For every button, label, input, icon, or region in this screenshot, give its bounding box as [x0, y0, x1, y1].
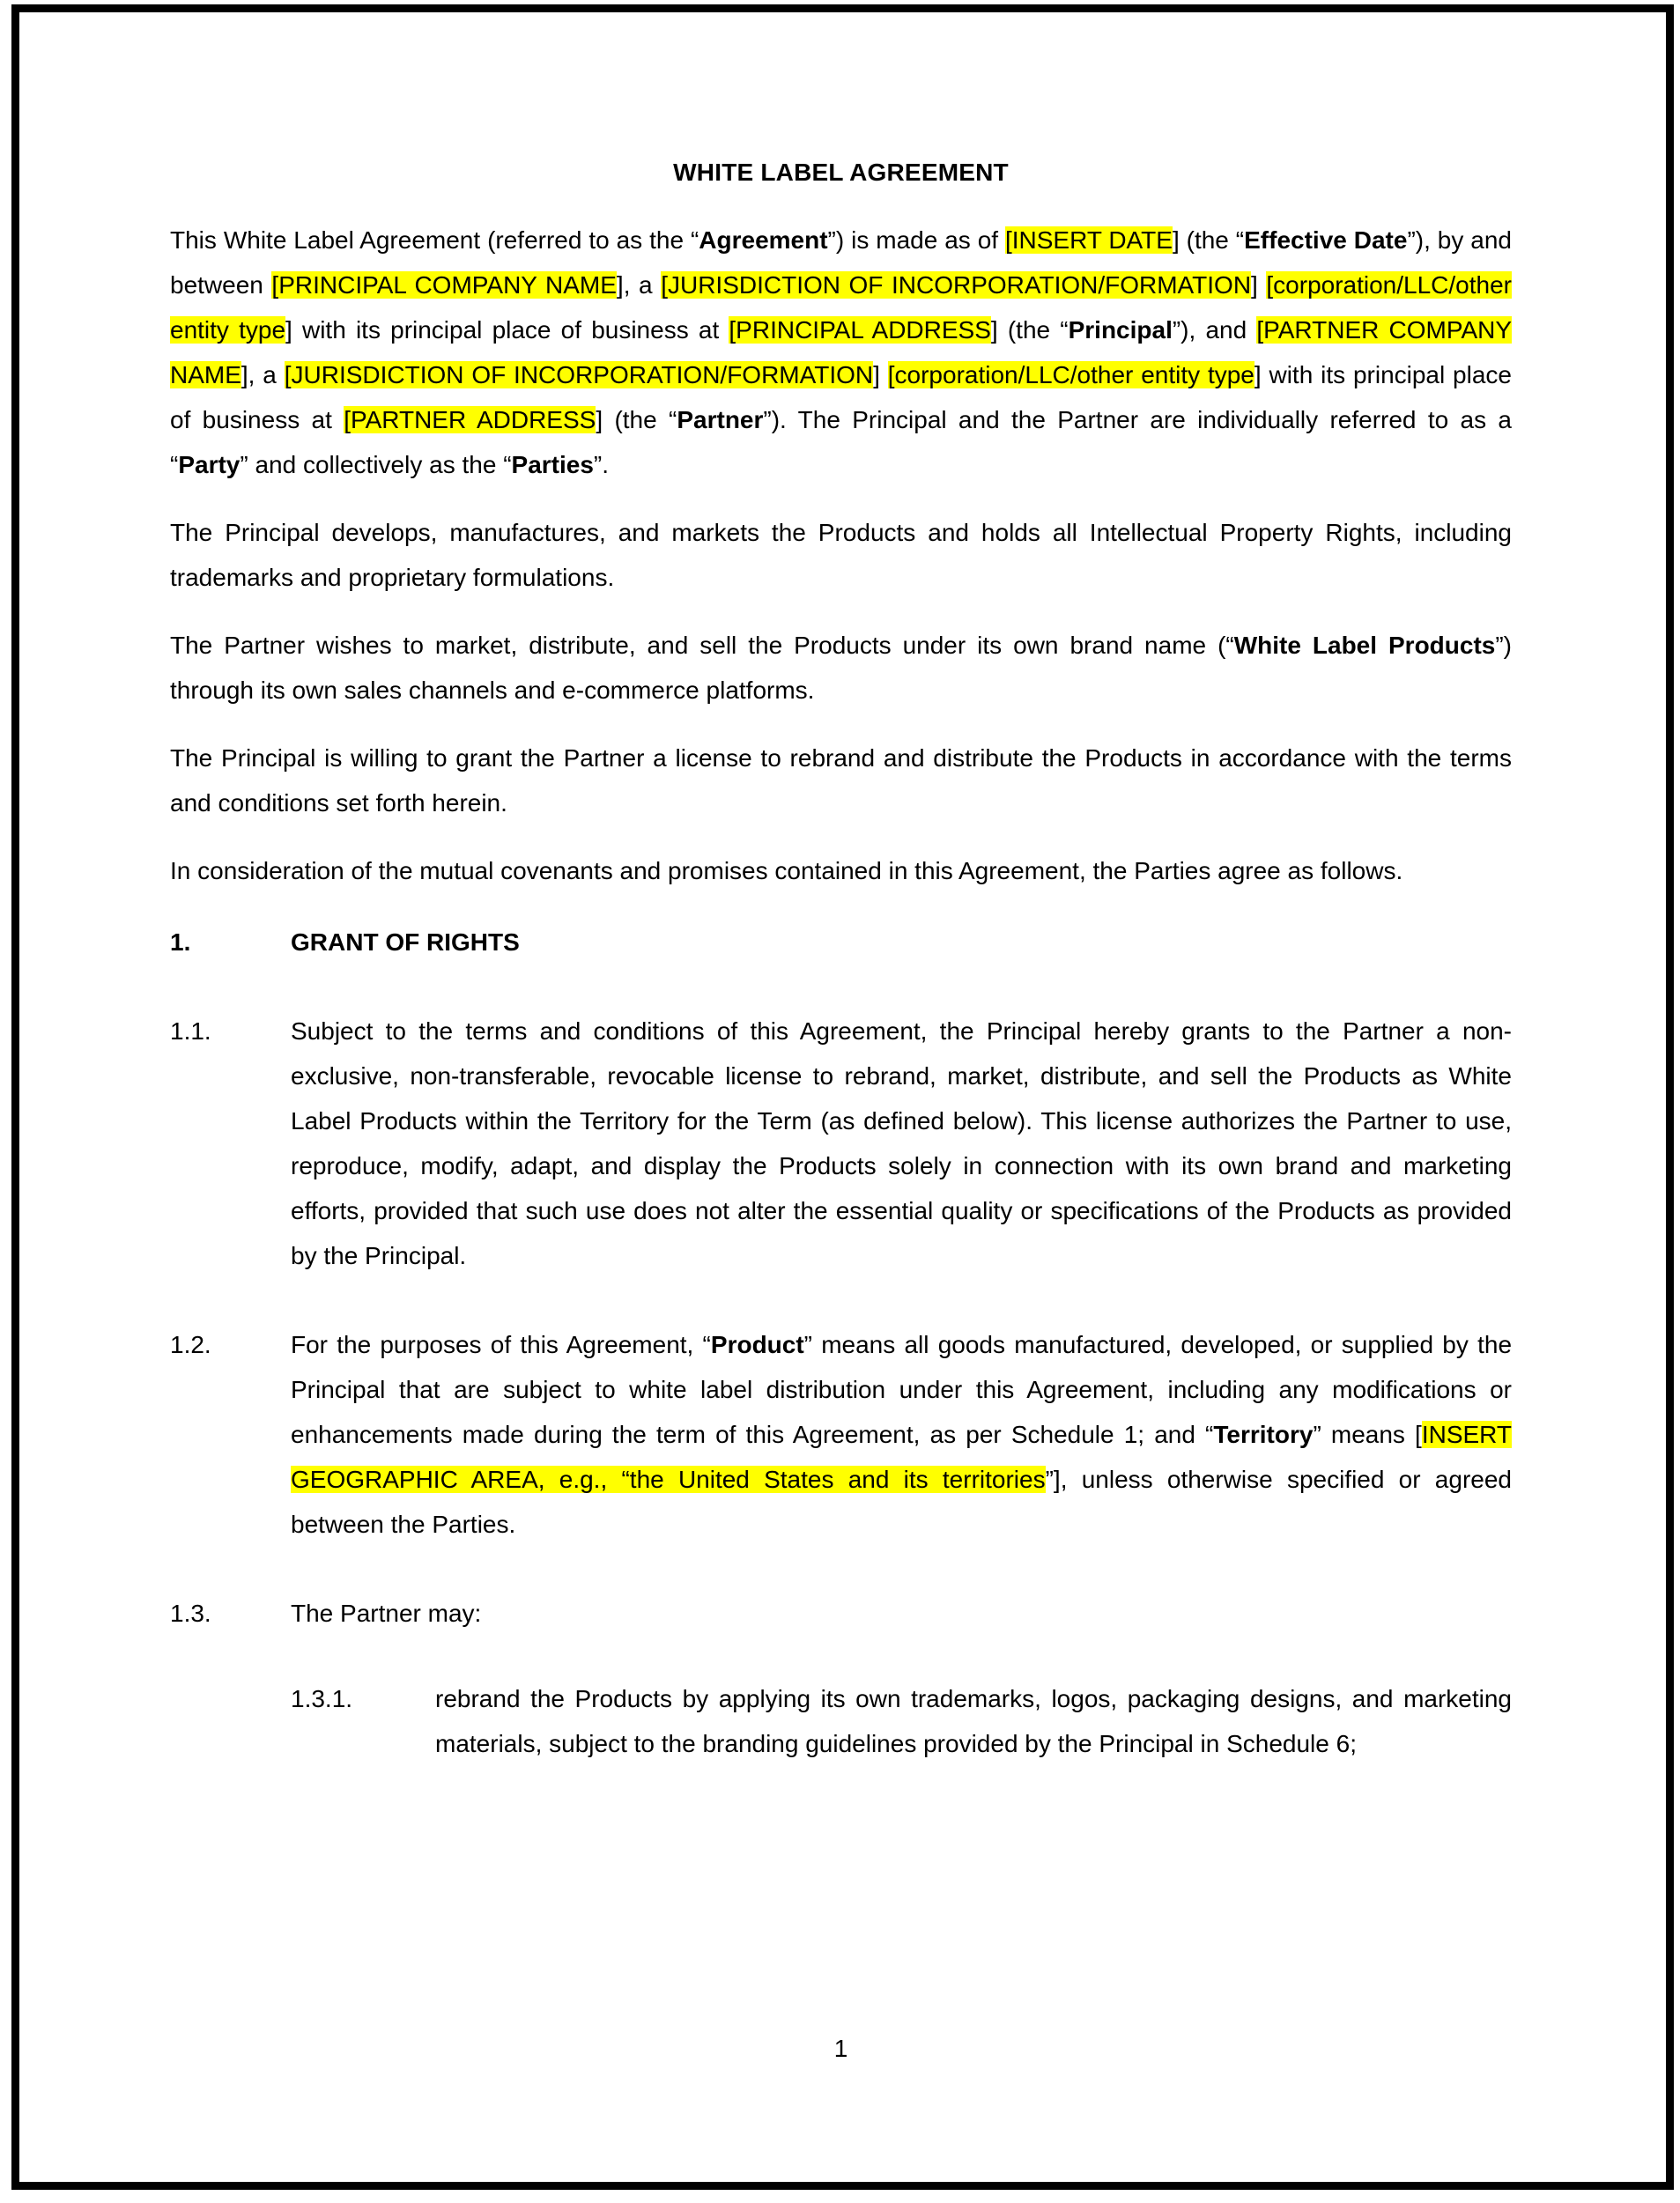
- text-run: ”), by and between: [170, 226, 1513, 299]
- clause-body: [291, 1009, 1512, 1278]
- highlighted-placeholder: INSERT GEOGRAPHIC AREA, e.g., “the United States and its territories: [291, 1421, 1512, 1493]
- text-run: rebrand the Products by applying its own trademarks, logos, packaging designs, and marketing materials, subject to the branding guidelines provided by the Principal in Schedule 6;: [435, 1685, 1512, 1757]
- subclause-item: [291, 1676, 1512, 1766]
- highlighted-placeholder: [PARTNER ADDRESS: [344, 406, 596, 433]
- clause-body: [435, 1676, 1512, 1766]
- highlighted-placeholder: [INSERT DATE: [1004, 226, 1173, 254]
- bold-text: Party: [178, 451, 241, 478]
- highlighted-placeholder: [PRINCIPAL COMPANY NAME: [271, 271, 617, 299]
- text-run: ” means all goods manufactured, developed, or supplied by the Principal that are subject to white label distribution under this Agreement, including any modifications or enhancements made during the term of this Agreement, as per Schedule 1; and “: [291, 1331, 1513, 1448]
- text-run: ” means [: [1313, 1421, 1422, 1448]
- intro-paragraph: [170, 623, 1512, 713]
- bold-text: Parties: [511, 451, 594, 478]
- bold-text: GRANT OF RIGHTS: [291, 928, 520, 956]
- text-run: ] (the “: [990, 316, 1069, 344]
- clause-number: 1.2.: [170, 1331, 211, 1358]
- section-heading: [170, 920, 1512, 965]
- intro-paragraph: [170, 218, 1512, 487]
- clause-item: [170, 1009, 1512, 1278]
- clause-number: 1.: [170, 928, 191, 956]
- highlighted-placeholder: [PARTNER COMPANY NAME: [170, 316, 1513, 388]
- clause-item: [170, 1322, 1512, 1547]
- highlighted-placeholder: [JURISDICTION OF INCORPORATION/FORMATION: [661, 271, 1252, 299]
- text-run: ], a: [616, 271, 662, 299]
- bold-text: White Label Products: [1233, 632, 1496, 659]
- clause-body: [291, 1322, 1512, 1547]
- document-blocks: [170, 218, 1512, 1766]
- text-run: ” and collectively as the “: [240, 451, 512, 478]
- text-run: In consideration of the mutual covenants and promises contained in this Agreement, the Parties agree as follows.: [170, 857, 1403, 884]
- text-run: The Partner may:: [291, 1600, 482, 1627]
- intro-paragraph: [170, 510, 1512, 600]
- text-run: ”). The Principal and the Partner are individually referred to as a “: [170, 406, 1512, 478]
- text-run: ], a: [241, 361, 285, 388]
- highlighted-placeholder: [corporation/LLC/other entity type: [170, 271, 1512, 344]
- text-run: ] with its principal place of business at: [285, 316, 729, 344]
- text-run: Subject to the terms and conditions of this Agreement, the Principal hereby grants to the Partner a non-exclusive, non-transferable, revocable license to rebrand, market, distribute, and sell the Products as White Label Products within the Territory for the Term (as defined below). This license authorizes the Partner to use, reproduce, modify, adapt, and display the Products solely in connection with its own brand and marketing efforts, provided that such use does not alter the essential quality or specifications of the Products as provided by the Principal.: [291, 1017, 1512, 1269]
- text-run: ] with its principal place of business at: [170, 361, 1512, 433]
- bold-text: Effective Date: [1244, 226, 1408, 254]
- text-run: ] (the “: [596, 406, 677, 433]
- bold-text: Principal: [1068, 316, 1173, 344]
- text-run: For the purposes of this Agreement, “: [291, 1331, 711, 1358]
- bold-text: Partner: [677, 406, 764, 433]
- highlighted-placeholder: [JURISDICTION OF INCORPORATION/FORMATION: [284, 361, 874, 388]
- page-number: 1: [833, 2035, 848, 2062]
- highlighted-placeholder: [corporation/LLC/other entity type: [887, 361, 1254, 388]
- clause-body: [291, 920, 1512, 965]
- bold-text: Agreement: [699, 226, 828, 254]
- intro-paragraph: [170, 848, 1512, 893]
- text-run: ]: [1251, 271, 1267, 299]
- clause-number: 1.3.: [170, 1600, 211, 1627]
- text-run: The Partner wishes to market, distribute, and sell the Products under its own brand name (“: [170, 632, 1234, 659]
- bold-text: Product: [710, 1331, 804, 1358]
- intro-paragraph: [170, 736, 1512, 825]
- clause-number: 1.3.1.: [291, 1685, 353, 1712]
- clause-item: [170, 1591, 1512, 1636]
- text-run: This White Label Agreement (referred to as the “: [170, 226, 699, 254]
- text-run: The Principal develops, manufactures, and markets the Products and holds all Intellectual Property Rights, including trademarks and proprietary formulations.: [170, 519, 1512, 591]
- text-run: ”) through its own sales channels and e-commerce platforms.: [170, 632, 1513, 704]
- document-page: [170, 150, 1512, 1766]
- text-run: ”), and: [1172, 316, 1257, 344]
- clause-number: 1.1.: [170, 1017, 211, 1045]
- clause-body: [291, 1591, 1512, 1636]
- text-run: ”.: [593, 451, 610, 478]
- text-run: ”) is made as of: [827, 226, 1005, 254]
- text-run: ”], unless otherwise specified or agreed between the Parties.: [291, 1466, 1512, 1538]
- text-run: ] (the “: [1172, 226, 1245, 254]
- text-run: ]: [873, 361, 888, 388]
- document-title: WHITE LABEL AGREEMENT: [673, 159, 1009, 186]
- bold-text: Territory: [1213, 1421, 1314, 1448]
- highlighted-placeholder: [PRINCIPAL ADDRESS: [729, 316, 991, 344]
- text-run: The Principal is willing to grant the Partner a license to rebrand and distribute the Products in accordance with the terms and conditions set forth herein.: [170, 744, 1512, 817]
